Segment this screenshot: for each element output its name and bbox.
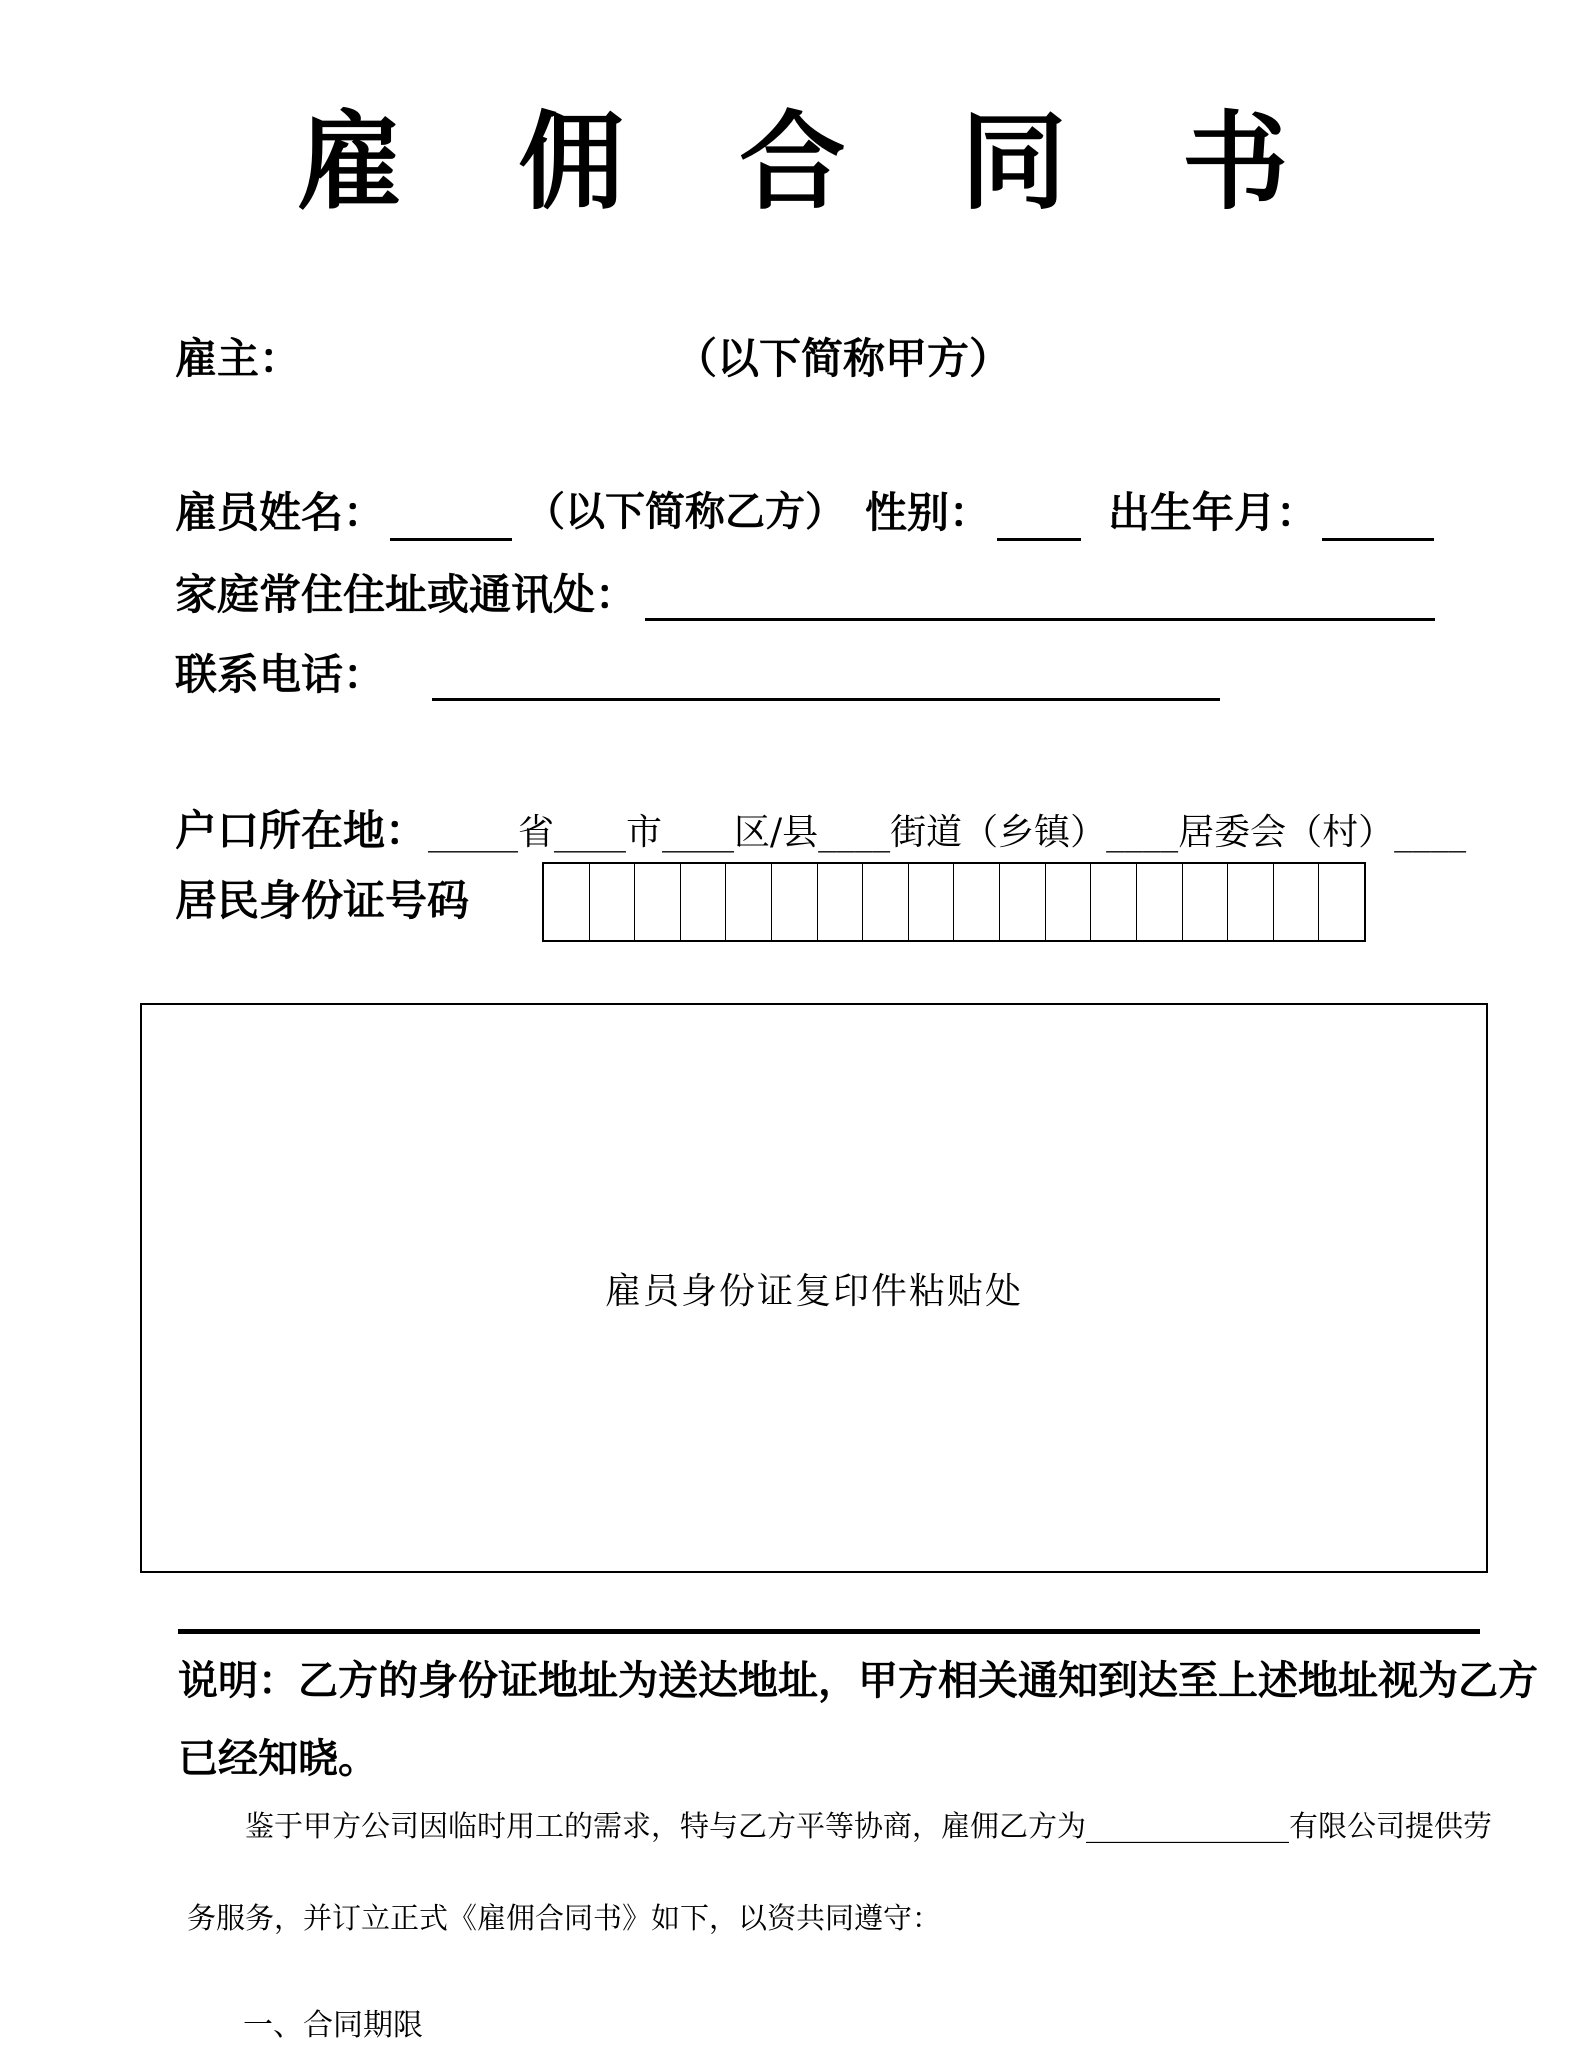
gender-label: 性别： (865, 488, 992, 537)
phone-blank[interactable] (432, 652, 1220, 701)
id-digit-cell[interactable] (1137, 864, 1183, 940)
id-digit-cell[interactable] (909, 864, 955, 940)
id-digit-cell[interactable] (772, 864, 818, 940)
hukou-blank-line[interactable]: _____省____市____区/县____街道（乡镇）____居委会（村）____ (428, 812, 1467, 853)
id-digit-cell[interactable] (635, 864, 681, 940)
employee-alias-note: （以下简称乙方） (525, 488, 845, 535)
notice-divider (178, 1629, 1480, 1634)
id-digit-cell[interactable] (590, 864, 636, 940)
notice-line-2: 已经知晓。 (178, 1735, 378, 1782)
section-heading-contract-term: 一、合同期限 (243, 2008, 423, 2043)
phone-label: 联系电话： (175, 650, 386, 699)
id-copy-paste-box[interactable] (140, 1003, 1488, 1573)
id-digit-cell[interactable] (726, 864, 772, 940)
home-address-blank[interactable] (645, 572, 1435, 621)
notice-paragraph (178, 1642, 1538, 1798)
id-digit-cell[interactable] (1046, 864, 1092, 940)
home-address-label: 家庭常住住址或通讯处： (175, 570, 638, 619)
preamble-line-1: 鉴于甲方公司因临时用工的需求，特与乙方平等协商，雇佣乙方为______________有限公司提供劳 (245, 1809, 1493, 1843)
birth-date-blank[interactable] (1322, 492, 1434, 541)
id-digit-cell[interactable] (954, 864, 1000, 940)
employee-name-label: 雇员姓名： (175, 488, 386, 537)
employer-alias-note: （以下简称甲方） (675, 334, 1012, 383)
id-number-label: 居民身份证号码 (175, 876, 470, 925)
id-digit-cell[interactable] (1319, 864, 1364, 940)
id-digit-cell[interactable] (1183, 864, 1229, 940)
id-digit-cell[interactable] (1274, 864, 1320, 940)
id-digit-cell[interactable] (818, 864, 864, 940)
id-number-grid (542, 862, 1366, 942)
preamble-paragraph (187, 1780, 1492, 1964)
hukou-label: 户口所在地： (175, 806, 428, 855)
id-digit-cell[interactable] (1091, 864, 1137, 940)
paste-box-caption: 雇员身份证复印件粘贴处 (604, 1270, 1023, 1312)
employer-label: 雇主： (175, 334, 302, 383)
document-title: 雇 佣 合 同 书 (296, 99, 1291, 224)
birth-date-label: 出生年月： (1108, 488, 1319, 537)
gender-blank[interactable] (997, 492, 1081, 541)
id-digit-cell[interactable] (544, 864, 590, 940)
id-digit-cell[interactable] (1228, 864, 1274, 940)
notice-line-1: 说明：乙方的身份证地址为送达地址，甲方相关通知到达至上述地址视为乙方 (178, 1657, 1538, 1704)
employee-name-blank[interactable] (390, 492, 512, 541)
preamble-line-2: 务服务，并订立正式《雇佣合同书》如下，以资共同遵守： (187, 1901, 942, 1935)
id-digit-cell[interactable] (681, 864, 727, 940)
id-digit-cell[interactable] (1000, 864, 1046, 940)
id-digit-cell[interactable] (863, 864, 909, 940)
